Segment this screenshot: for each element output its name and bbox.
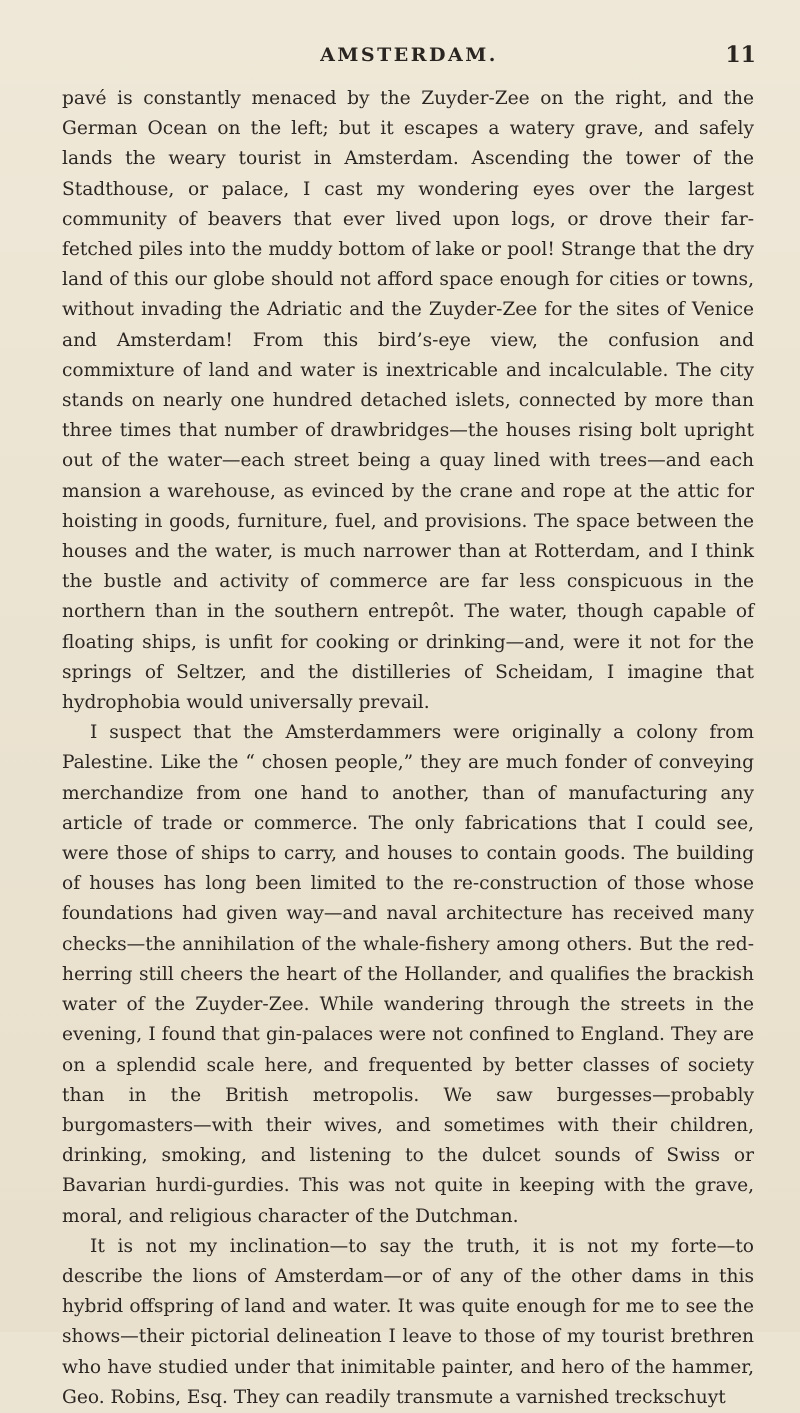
running-head — [62, 44, 756, 72]
running-title: AMSTERDAM. — [320, 44, 498, 66]
paragraph-1: pavé is constantly menaced by the Zuyder-Zee on the right, and the German Ocean on the left; but it escapes a watery grave, and safely lands the weary tourist in Amsterdam. Ascending the tower of the Stadthouse, or palace, I cast my wondering eyes over the largest community of beavers that ever lived upon logs, or drove their far-fetched piles into the muddy bottom of lake or pool! Strange that the dry land of this our globe should not afford space enough for cities or towns, without invading the Adriatic and the Zuyder-Zee for the sites of Venice and Amsterdam! From this bird’s-eye view, the confusion and commixture of land and water is inextricable and incalculable. The city stands on nearly one hundred detached islets, connected by more than three times that number of drawbridges—the houses rising bolt upright out of the water—each street being a quay lined with trees—and each mansion a warehouse, as evinced by the crane and rope at the attic for hoisting in goods, furniture, fuel, and provisions. The space between the houses and the water, is much narrower than at Rotterdam, and I think the bustle and activity of commerce are far less conspicuous in the northern than in the southern entrepôt. The water, though capable of floating ships, is unfit for cooking or drinking—and, were it not for the springs of Seltzer, and the distilleries of Scheidam, I imagine that hydrophobia would universally prevail. — [62, 88, 754, 714]
body-text — [62, 84, 754, 1413]
paragraph-3: It is not my inclination—to say the truth, it is not my forte—to describe the lions of Amsterdam—or of any of the other dams in this hybrid offspring of land and water. It was quite enough for me to see the shows—their pictorial delineation I leave to those of my tourist brethren who have studied under that inimitable painter, and hero of the hammer, Geo. Robins, Esq. They can readily transmute a varnished treckschuyt — [62, 1235, 754, 1408]
paragraph-2: I suspect that the Amsterdammers were originally a colony from Palestine. Like the “ chosen people,” they are much fonder of conveying merchandize from one hand to another, than of manufacturing any article of trade or commerce. The only fabrications that I could see, were those of ships to carry, and houses to contain goods. The building of houses has long been limited to the re-construction of those whose foundations had given way—and naval architecture has received many checks—the annihilation of the whale-fishery among others. But the red-herring still cheers the heart of the Hollander, and qualifies the brackish water of the Zuyder-Zee. While wandering through the streets in the evening, I found that gin-palaces were not confined to England. They are on a splendid scale here, and frequented by better classes of society than in the British metropolis. We saw burgesses—probably burgomasters—with their wives, and sometimes with their children, drinking, smoking, and listening to the dulcet sounds of Swiss or Bavarian hurdi-gurdies. This was not quite in keeping with the grave, moral, and religious character of the Dutchman. — [62, 722, 754, 1227]
page-number: 11 — [725, 42, 756, 68]
